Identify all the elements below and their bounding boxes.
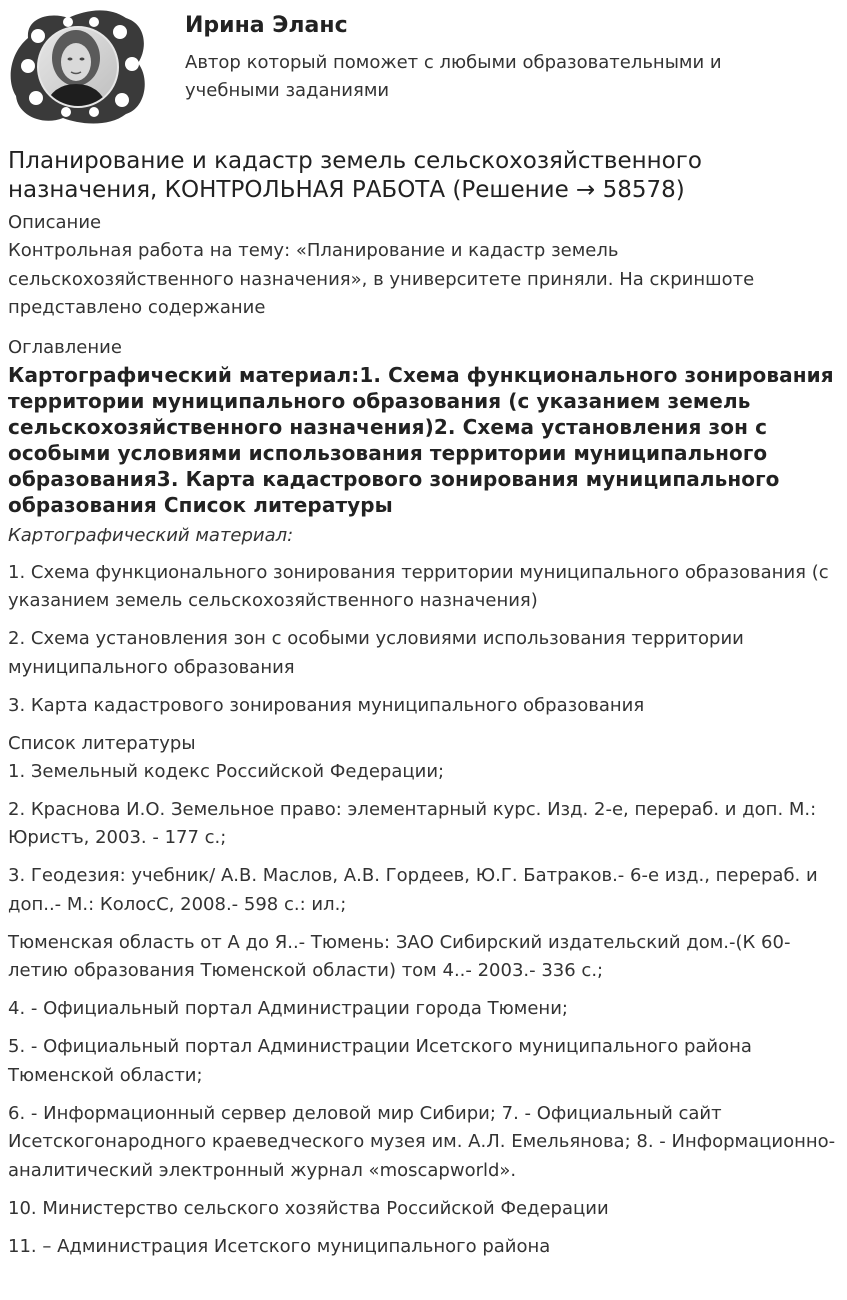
carto-item: 2. Схема установления зон с особыми условиями использования территории муниципального образования (8, 628, 744, 678)
film-frame-avatar-icon (8, 8, 150, 126)
toc-summary: Картографический материал:1. Схема функционального зонирования территории муниципального образования (с указанием земель сельскохозяйственного назначения)2. Схема установления зон с особыми условиями использования территории муниципального образования3. Карта кадастрового зонирования муниципального образования Список литературы (8, 362, 834, 517)
author-description: Автор который поможет с любыми образовательными и учебными заданиями (185, 52, 722, 101)
page-title: Планирование и кадастр земель сельскохозяйственного назначения, КОНТРОЛЬНАЯ РАБОТА (Решение → 58578) (8, 148, 702, 203)
author-card (0, 0, 847, 130)
author-name[interactable]: Ирина Эланс (185, 13, 348, 38)
literature-item: 10. Министерство сельского хозяйства Российской Федерации (8, 1197, 609, 1219)
literature-item: 11. – Администрация Исетского муниципального района (8, 1235, 551, 1257)
carto-label: Картографический материал: (8, 524, 294, 546)
literature-item: Тюменская область от А до Я..- Тюмень: ЗАО Сибирский издательский дом.-(К 60-летию образования Тюменской области) том 4..- 2003.- 336 с.; (8, 931, 791, 981)
literature-item: 6. - Информационный сервер деловой мир Сибири; 7. - Официальный сайт Исетскогонародного краеведческого музея им. А.Л. Емельянова; 8. - Информационно-аналитический электронный журнал «moscapworld». (8, 1102, 836, 1181)
literature-label: Список литературы (8, 732, 196, 754)
author-avatar[interactable] (8, 8, 150, 126)
literature-item: 1. Земельный кодекс Российской Федерации; (8, 760, 445, 782)
toc-label: Оглавление (8, 336, 122, 358)
literature-item: 2. Краснова И.О. Земельное право: элементарный курс. Изд. 2-е, перераб. и доп. М.: Юристъ, 2003. - 177 с.; (8, 798, 817, 848)
literature-item: 5. - Официальный портал Администрации Исетского муниципального района Тюменской области; (8, 1036, 752, 1086)
description-label: Описание (8, 212, 102, 233)
carto-item: 1. Схема функционального зонирования территории муниципального образования (с указанием земель сельскохозяйственного назначения) (8, 561, 829, 611)
carto-item: 3. Карта кадастрового зонирования муниципального образования (8, 694, 645, 716)
description-text: Контрольная работа на тему: «Планирование и кадастр земель сельскохозяйственного назначения», в университете приняли. На скриншоте представлено содержание (8, 240, 755, 318)
literature-item: 3. Геодезия: учебник/ А.В. Маслов, А.В. Гордеев, Ю.Г. Батраков.- 6-е изд., перераб. и доп..- М.: КолосС, 2008.- 598 с.: ил.; (8, 865, 818, 915)
work-content (8, 147, 842, 1271)
literature-item: 4. - Официальный портал Администрации города Тюмени; (8, 998, 568, 1019)
